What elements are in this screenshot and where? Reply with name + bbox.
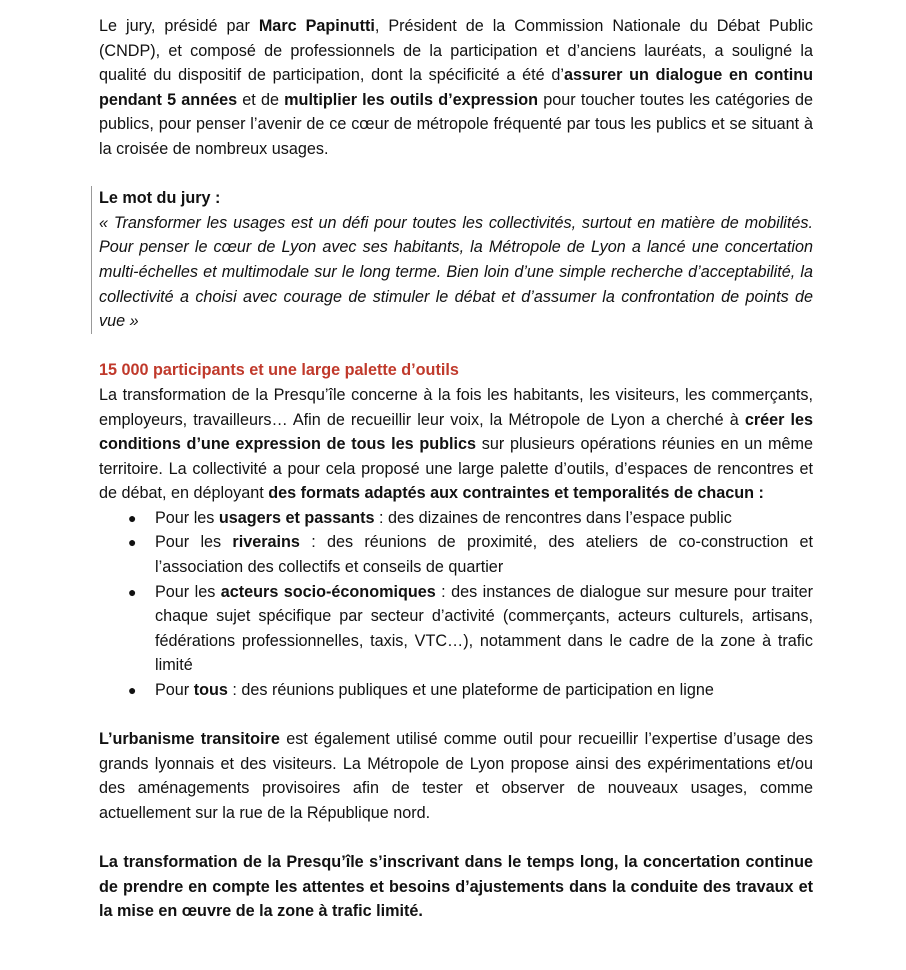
jury-quote-text: « Transformer les usages est un défi pour toutes les collectivités, surtout en matière de mobilités. Pour penser le cœur de Lyon avec ses habitants, la Métropole de Lyon a lancé une concertation multi-échelles et multimodale sur le long terme. Bien loin d’une simple recherche d’acceptabilité, la collectivité a choisi avec courage de stimuler le débat et d’assumer la confrontation de points de vue » [99,213,813,331]
bullet-icon: ● [128,583,137,600]
bullet-emphasis: usagers et passants [218,508,375,527]
conclusion-paragraph [99,850,813,924]
bullet-emphasis: tous [193,681,228,700]
list-item [128,580,813,678]
section-paragraph [99,383,813,506]
intro-emphasis: assurer un dialogue en continu pendant 5 années [99,66,813,109]
intro-text: , Président de la Commission Nationale du Débat Public (CNDP), et composé de professionnels de la participation et d’anciens lauréats, a souligné la qualité du dispositif de participation, dont la spécificité a été d’ [99,17,813,85]
intro-emphasis: multiplier les outils d’expression [284,90,539,109]
spacer [99,826,813,851]
jury-quote-block [91,186,813,334]
bullet-icon: ● [128,509,137,526]
jury-quote-heading: Le mot du jury : [99,189,221,208]
list-item [128,530,813,579]
list-item [128,678,813,703]
document-page [99,14,813,924]
list-item [128,506,813,531]
urbanism-text: est également utilisé comme outil pour recueillir l’expertise d’usage des grands lyonnais et des visiteurs. La Métropole de Lyon propose ainsi des expérimentations et/ou des aménagements provisoires afin de tester et observer de nouveaux usages, comme actuellement sur la rue de la République nord. [99,730,813,822]
spacer [99,703,813,728]
intro-paragraph [99,14,813,162]
section-emphasis: créer les conditions d’une expression de tous les publics [99,410,813,454]
section-heading: 15 000 participants et une large palette d’outils [99,361,459,380]
bullet-text: : des réunions publiques et une plateforme de participation en ligne [227,681,714,700]
intro-text: Le jury, présidé par [99,17,259,35]
section-text: sur plusieurs opérations réunies en un même territoire. La collectivité a pour cela proposé une large palette d’outils, d’espaces de rencontres et de débat, en déployant [99,435,813,503]
bullet-text: : des dizaines de rencontres dans l’espace public [374,508,732,527]
bullet-text: : des réunions de proximité, des ateliers de co-construction et l’association des collectifs et conseils de quartier [155,533,813,577]
bullet-list [99,506,813,703]
bullet-text: Pour les [155,533,233,552]
bullet-emphasis: acteurs socio-économiques [220,582,436,601]
jury-president-name: Marc Papinutti [258,17,375,35]
section-text: La transformation de la Presqu’île concerne à la fois les habitants, les visiteurs, les commerçants, employeurs, travailleurs… Afin de recueillir leur voix, la Métropole de Lyon a cherché à [99,385,813,429]
bullet-text: Pour les [155,508,219,527]
urbanism-paragraph [99,727,813,825]
spacer [99,334,813,359]
bullet-text: Pour les [155,582,221,601]
section-emphasis: des formats adaptés aux contraintes et temporalités de chacun : [268,484,764,503]
bullet-icon: ● [128,534,137,551]
intro-text: et de [237,90,285,109]
intro-text: pour toucher toutes les catégories de publics, pour penser l’avenir de ce cœur de métropole fréquenté par tous les publics et se situant à la croisée de nombreux usages. [99,90,814,158]
bullet-emphasis: riverains [232,533,300,552]
bullet-icon: ● [128,682,137,699]
bullet-text: Pour [155,681,194,700]
urbanism-emphasis: L’urbanisme transitoire [99,730,280,749]
bullet-text: : des instances de dialogue sur mesure pour traiter chaque sujet spécifique par secteur d’activité (commerçants, acteurs culturels, artisans, fédérations professionnelles, taxis, VTC…), notamment dans le cadre de la zone à trafic limité [155,582,813,675]
conclusion-text: La transformation de la Presqu’île s’inscrivant dans le temps long, la concertation continue de prendre en compte les attentes et besoins d’ajustements dans la conduite des travaux et la mise en œuvre de la zone à trafic limité. [99,853,813,921]
spacer [99,162,813,187]
